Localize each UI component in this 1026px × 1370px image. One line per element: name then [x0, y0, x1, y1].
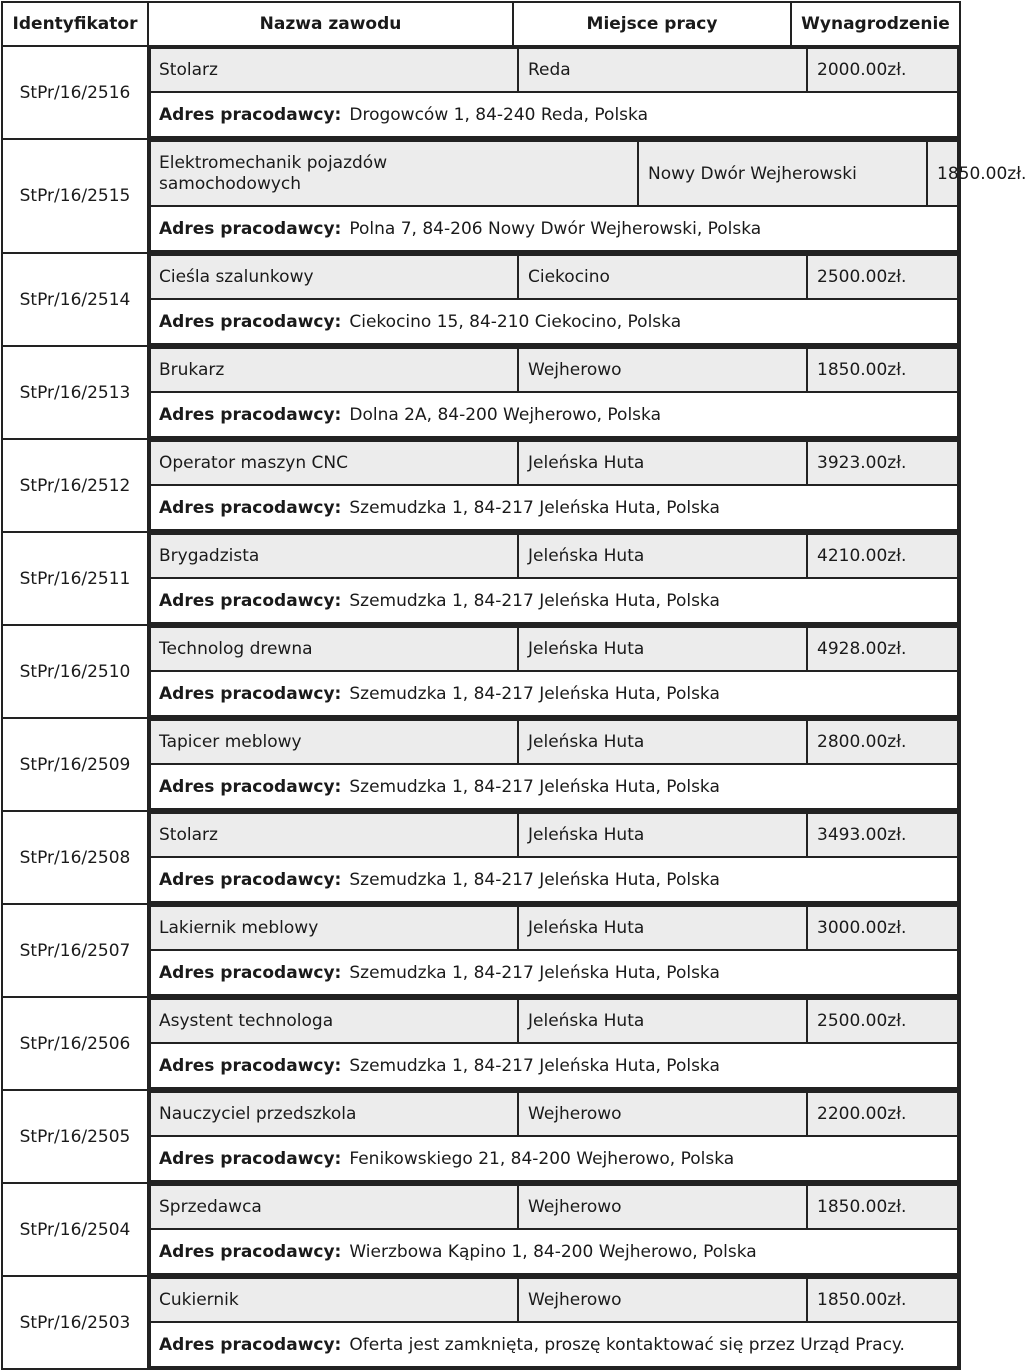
employer-address-line — [150, 299, 958, 344]
job-title: Nauczyciel przedszkola — [150, 1092, 518, 1136]
offer-id: StPr/16/2506 — [2, 997, 148, 1090]
employer-address-label: Adres pracodawcy: — [159, 104, 342, 125]
table-row — [2, 346, 960, 439]
table-row — [2, 1183, 960, 1276]
employer-address-line — [150, 950, 958, 995]
work-place: Ciekocino — [518, 255, 807, 299]
work-place: Nowy Dwór Wejherowski — [638, 141, 927, 206]
work-place: Wejherowo — [518, 1185, 807, 1229]
offer-details — [148, 904, 960, 997]
table-row — [2, 46, 960, 139]
employer-address-line — [150, 1136, 958, 1181]
employer-address-label: Adres pracodawcy: — [159, 869, 342, 890]
offer-id: StPr/16/2516 — [2, 46, 148, 139]
table-row — [2, 439, 960, 532]
employer-address: Szemudzka 1, 84-217 Jeleńska Huta, Polska — [349, 590, 720, 611]
offer-id: StPr/16/2512 — [2, 439, 148, 532]
job-title: Lakiernik meblowy — [150, 906, 518, 950]
offer-details — [148, 811, 960, 904]
offer-details — [148, 253, 960, 346]
table-row — [2, 997, 960, 1090]
employer-address: Ciekocino 15, 84-210 Ciekocino, Polska — [349, 311, 682, 332]
job-title: Asystent technologa — [150, 999, 518, 1043]
offer-id: StPr/16/2511 — [2, 532, 148, 625]
work-place: Wejherowo — [518, 1278, 807, 1322]
job-title: Technolog drewna — [150, 627, 518, 671]
salary: 2500.00zł. — [807, 255, 958, 299]
offer-details — [148, 532, 960, 625]
employer-address-label: Adres pracodawcy: — [159, 590, 342, 611]
header-row — [2, 2, 960, 46]
employer-address-label: Adres pracodawcy: — [159, 218, 342, 239]
job-offers-table — [1, 1, 1026, 1370]
offer-details — [148, 997, 960, 1090]
salary: 1850.00zł. — [807, 1278, 958, 1322]
header-place: Miejsce pracy — [513, 2, 791, 46]
offer-id: StPr/16/2503 — [2, 1276, 148, 1369]
job-title: Sprzedawca — [150, 1185, 518, 1229]
table-row — [2, 139, 960, 253]
job-title: Brukarz — [150, 348, 518, 392]
employer-address: Szemudzka 1, 84-217 Jeleńska Huta, Polska — [349, 683, 720, 704]
employer-address-line — [150, 485, 958, 530]
salary: 2200.00zł. — [807, 1092, 958, 1136]
job-offers-sheet — [0, 1, 1026, 1370]
employer-address-line — [150, 857, 958, 902]
table-row — [2, 1276, 960, 1369]
job-title: Elektromechanik pojazdów samochodowych — [150, 141, 638, 206]
employer-address-label: Adres pracodawcy: — [159, 962, 342, 983]
work-place: Wejherowo — [518, 348, 807, 392]
job-title: Operator maszyn CNC — [150, 441, 518, 485]
offer-details — [148, 1276, 960, 1369]
job-title: Cieśla szalunkowy — [150, 255, 518, 299]
work-place: Jeleńska Huta — [518, 999, 807, 1043]
employer-address-label: Adres pracodawcy: — [159, 776, 342, 797]
employer-address: Oferta jest zamknięta, proszę kontaktować się przez Urząd Pracy. — [349, 1334, 905, 1355]
header-name: Nazwa zawodu — [148, 2, 513, 46]
offer-details — [148, 625, 960, 718]
offer-details — [148, 1183, 960, 1276]
offer-details — [148, 346, 960, 439]
table-row — [2, 811, 960, 904]
salary: 4210.00zł. — [807, 534, 958, 578]
salary: 1850.00zł. — [807, 1185, 958, 1229]
job-title: Stolarz — [150, 813, 518, 857]
table-row — [2, 625, 960, 718]
offer-id: StPr/16/2513 — [2, 346, 148, 439]
offer-id: StPr/16/2508 — [2, 811, 148, 904]
salary: 1850.00zł. — [927, 141, 958, 206]
employer-address-line — [150, 1322, 958, 1367]
employer-address-line — [150, 578, 958, 623]
header-id: Identyfikator — [2, 2, 148, 46]
offer-details — [148, 139, 1026, 253]
header-pay: Wynagrodzenie — [791, 2, 960, 46]
offer-details — [148, 718, 960, 811]
employer-address-label: Adres pracodawcy: — [159, 404, 342, 425]
table-row — [2, 718, 960, 811]
job-title: Brygadzista — [150, 534, 518, 578]
employer-address: Drogowców 1, 84-240 Reda, Polska — [349, 104, 648, 125]
offer-id: StPr/16/2514 — [2, 253, 148, 346]
job-title: Tapicer meblowy — [150, 720, 518, 764]
employer-address: Wierzbowa Kąpino 1, 84-200 Wejherowo, Polska — [349, 1241, 757, 1262]
salary: 4928.00zł. — [807, 627, 958, 671]
work-place: Wejherowo — [518, 1092, 807, 1136]
salary: 2500.00zł. — [807, 999, 958, 1043]
salary: 3923.00zł. — [807, 441, 958, 485]
employer-address-line — [150, 1229, 958, 1274]
offer-details — [148, 1090, 960, 1183]
employer-address-label: Adres pracodawcy: — [159, 1334, 342, 1355]
offer-details — [148, 46, 960, 139]
work-place: Jeleńska Huta — [518, 441, 807, 485]
employer-address-line — [150, 92, 958, 137]
employer-address: Polna 7, 84-206 Nowy Dwór Wejherowski, Polska — [349, 218, 762, 239]
employer-address: Szemudzka 1, 84-217 Jeleńska Huta, Polska — [349, 497, 720, 518]
offer-id: StPr/16/2515 — [2, 139, 148, 253]
employer-address: Szemudzka 1, 84-217 Jeleńska Huta, Polska — [349, 1055, 720, 1076]
offer-id: StPr/16/2510 — [2, 625, 148, 718]
job-title: Stolarz — [150, 48, 518, 92]
offer-id: StPr/16/2509 — [2, 718, 148, 811]
employer-address-label: Adres pracodawcy: — [159, 683, 342, 704]
table-row — [2, 532, 960, 625]
employer-address-line — [150, 392, 958, 437]
employer-address: Fenikowskiego 21, 84-200 Wejherowo, Polska — [349, 1148, 735, 1169]
salary: 2000.00zł. — [807, 48, 958, 92]
employer-address-label: Adres pracodawcy: — [159, 1148, 342, 1169]
offer-id: StPr/16/2507 — [2, 904, 148, 997]
work-place: Jeleńska Huta — [518, 720, 807, 764]
salary: 3493.00zł. — [807, 813, 958, 857]
employer-address: Szemudzka 1, 84-217 Jeleńska Huta, Polska — [349, 869, 720, 890]
work-place: Jeleńska Huta — [518, 627, 807, 671]
employer-address-line — [150, 671, 958, 716]
table-row — [2, 253, 960, 346]
employer-address: Dolna 2A, 84-200 Wejherowo, Polska — [349, 404, 662, 425]
table-row — [2, 904, 960, 997]
employer-address-label: Adres pracodawcy: — [159, 311, 342, 332]
job-title: Cukiernik — [150, 1278, 518, 1322]
work-place: Jeleńska Huta — [518, 534, 807, 578]
employer-address-line — [150, 206, 958, 251]
offer-id: StPr/16/2504 — [2, 1183, 148, 1276]
table-row — [2, 1090, 960, 1183]
employer-address-label: Adres pracodawcy: — [159, 1055, 342, 1076]
salary: 1850.00zł. — [807, 348, 958, 392]
work-place: Jeleńska Huta — [518, 906, 807, 950]
employer-address-label: Adres pracodawcy: — [159, 497, 342, 518]
work-place: Jeleńska Huta — [518, 813, 807, 857]
offer-id: StPr/16/2505 — [2, 1090, 148, 1183]
employer-address-line — [150, 1043, 958, 1088]
salary: 3000.00zł. — [807, 906, 958, 950]
work-place: Reda — [518, 48, 807, 92]
employer-address-label: Adres pracodawcy: — [159, 1241, 342, 1262]
offer-details — [148, 439, 960, 532]
salary: 2800.00zł. — [807, 720, 958, 764]
employer-address: Szemudzka 1, 84-217 Jeleńska Huta, Polska — [349, 962, 720, 983]
employer-address: Szemudzka 1, 84-217 Jeleńska Huta, Polska — [349, 776, 720, 797]
employer-address-line — [150, 764, 958, 809]
